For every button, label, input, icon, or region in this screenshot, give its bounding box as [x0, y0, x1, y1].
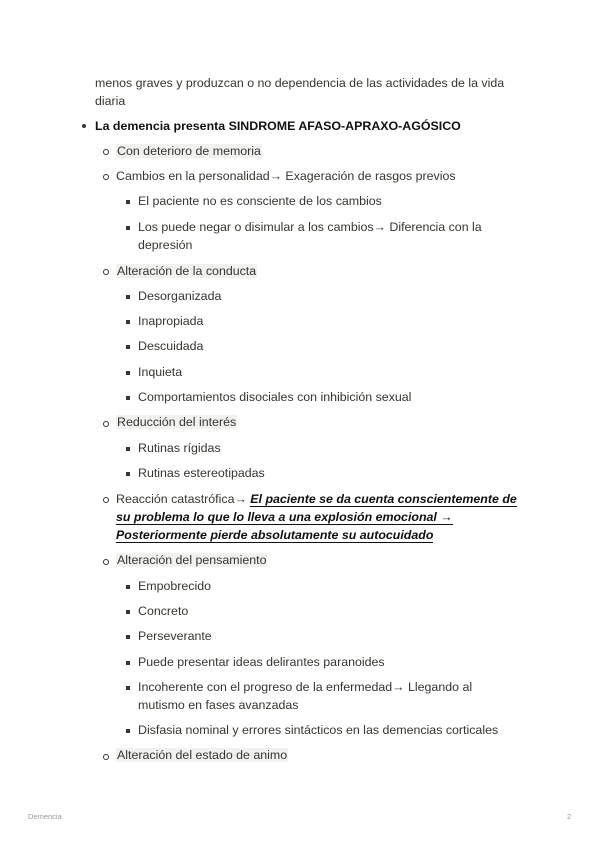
list-item-interes	[116, 413, 237, 431]
list-subitem-personalidad-1: El paciente no es consciente de los cambios	[138, 194, 382, 208]
list-item-personalidad: Cambios en la personalidad→ Exageración de rasgos previos	[116, 169, 456, 183]
bullet-square-icon	[126, 371, 130, 375]
list-item-reaccion-line-2	[116, 508, 453, 526]
reaccion-label: Reacción catastrófica→	[116, 492, 251, 506]
list-item-interes-text: Reducción del interés	[117, 415, 237, 429]
bullet-square-icon	[126, 200, 130, 204]
list-subitem-personalidad-2-line-1: Los puede negar o disimular a los cambios→ Diferencia con la	[138, 220, 482, 234]
main-bullet-text: La demencia presenta SINDROME AFASO-APRAXO-AGÓSICO	[95, 119, 461, 133]
bullet-circle-icon	[103, 174, 109, 180]
reaccion-emphasis-2: su problema lo que lo lleva a una explosión emocional →	[116, 510, 453, 524]
reaccion-emphasis-3: Posteriormente pierde absolutamente su autocuidado	[116, 528, 434, 542]
bullet-square-icon	[126, 447, 130, 451]
bullet-square-icon	[126, 729, 130, 733]
list-item-pensamiento	[116, 551, 267, 569]
bullet-square-icon	[126, 226, 130, 230]
bullet-square-icon	[126, 661, 130, 665]
list-item-memoria	[116, 142, 262, 160]
list-subitem-interes-2: Rutinas estereotipadas	[138, 466, 265, 480]
bullet-circle-icon	[103, 421, 109, 427]
intro-line-1: menos graves y produzcan o no dependencia de las actividades de la vida	[95, 76, 505, 90]
list-item-conducta	[116, 262, 257, 280]
bullet-circle-icon	[103, 559, 109, 565]
list-subitem-conducta-3: Descuidada	[138, 339, 204, 353]
list-subitem-conducta-4: Inquieta	[138, 365, 183, 379]
reaccion-emphasis-1: El paciente se da cuenta conscientemente de	[250, 492, 517, 506]
bullet-square-icon	[126, 686, 130, 690]
bullet-square-icon	[126, 320, 130, 324]
list-subitem-pensamiento-6: Disfasia nominal y errores sintácticos en las demencias corticales	[138, 723, 499, 737]
bullet-circle-icon	[103, 269, 109, 275]
footer-title: Demencia	[28, 812, 62, 821]
list-subitem-pensamiento-1: Empobrecido	[138, 579, 212, 593]
bullet-square-icon	[126, 472, 130, 476]
bullet-disc-icon	[82, 124, 86, 128]
list-item-reaccion-line-1	[116, 490, 517, 508]
list-item-animo-text: Alteración del estado de animo	[117, 748, 288, 762]
list-item-animo	[116, 746, 288, 764]
list-subitem-pensamiento-2: Concreto	[138, 604, 189, 618]
bullet-square-icon	[126, 345, 130, 349]
list-subitem-conducta-2: Inapropiada	[138, 314, 204, 328]
bullet-circle-icon	[103, 497, 109, 503]
bullet-circle-icon	[103, 149, 109, 155]
bullet-square-icon	[126, 635, 130, 639]
bullet-square-icon	[126, 396, 130, 400]
list-subitem-conducta-1: Desorganizada	[138, 289, 222, 303]
bullet-square-icon	[126, 295, 130, 299]
list-subitem-pensamiento-3: Perseverante	[138, 629, 212, 643]
bullet-square-icon	[126, 610, 130, 614]
list-item-memoria-text: Con deterioro de memoria	[117, 144, 261, 158]
list-subitem-conducta-5: Comportamientos disociales con inhibición sexual	[138, 390, 412, 404]
list-subitem-interes-1: Rutinas rígidas	[138, 441, 221, 455]
intro-line-2: diaria	[95, 94, 126, 108]
bullet-square-icon	[126, 585, 130, 589]
footer-page-number: 2	[567, 812, 572, 821]
list-item-pensamiento-text: Alteración del pensamiento	[117, 553, 267, 567]
list-subitem-pensamiento-5-line-2: mutismo en fases avanzadas	[138, 698, 299, 712]
list-item-reaccion-line-3	[116, 526, 433, 544]
bullet-circle-icon	[103, 754, 109, 760]
list-subitem-pensamiento-5-line-1: Incoherente con el progreso de la enfermedad→ Llegando al	[138, 680, 473, 694]
list-subitem-pensamiento-4: Puede presentar ideas delirantes paranoides	[138, 655, 385, 669]
list-subitem-personalidad-2-line-2: depresión	[138, 238, 193, 252]
list-item-conducta-text: Alteración de la conducta	[117, 264, 257, 278]
